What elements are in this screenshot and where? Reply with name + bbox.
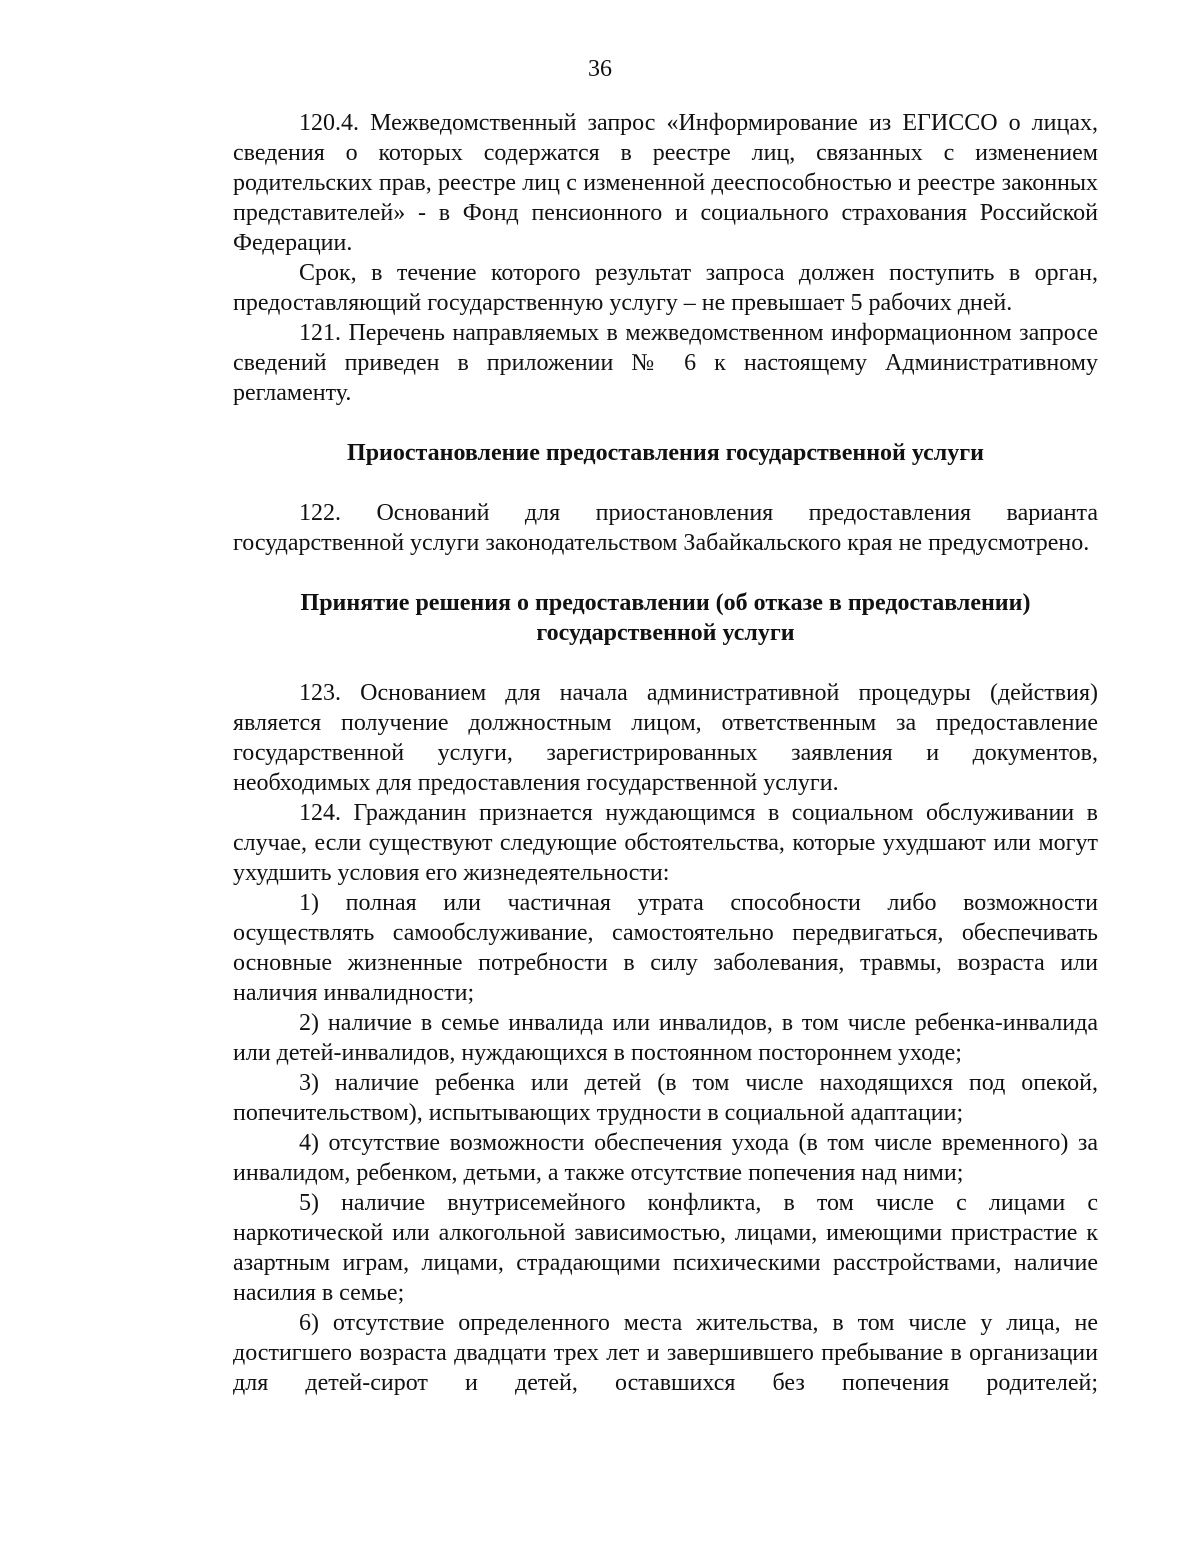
paragraph-124: 124. Гражданин признается нуждающимся в социальном обслуживании в случае, если существуют следующие обстоятельства, которые ухудшают или могут ухудшить условия его жизнедеятельности: [233,800,1098,886]
document-body [233,108,1098,1398]
page-number: 36 [588,56,612,82]
section-heading-decision: Принятие решения о предоставлении (об отказе в предоставлении) государственной услуги [300,590,1031,646]
paragraph-120-4: 120.4. Межведомственный запрос «Информирование из ЕГИССО о лицах, сведения о которых содержатся в реестре лиц, связанных с изменением родительских прав, реестре лиц с измененной дееспособностью и реестре законных представителей» - в Фонд пенсионного и социального страхования Российской Федерации. [233,110,1098,256]
spacer [233,408,1098,438]
spacer [233,648,1098,678]
paragraph-123: 123. Основанием для начала административной процедуры (действия) является получение должностным лицом, ответственным за предоставление государственной услуги, зарегистрированных заявления и документов, необходимых для предоставления государственной услуги. [233,680,1098,796]
paragraph-request-deadline: Срок, в течение которого результат запроса должен поступить в орган, предоставляющий государственную услугу – не превышает 5 рабочих дней. [233,260,1098,316]
spacer [233,558,1098,588]
list-item-2: 2) наличие в семье инвалида или инвалидов, в том числе ребенка-инвалида или детей-инвалидов, нуждающихся в постоянном постороннем уходе; [233,1010,1098,1066]
list-item-4: 4) отсутствие возможности обеспечения ухода (в том числе временного) за инвалидом, ребенком, детьми, а также отсутствие попечения над ними; [233,1130,1098,1186]
paragraph-122: 122. Оснований для приостановления предоставления варианта государственной услуги законодательством Забайкальского края не предусмотрено. [233,500,1098,556]
list-item-1: 1) полная или частичная утрата способности либо возможности осуществлять самообслуживание, самостоятельно передвигаться, обеспечивать основные жизненные потребности в силу заболевания, травмы, возраста или наличия инвалидности; [233,890,1098,1006]
list-item-5: 5) наличие внутрисемейного конфликта, в том числе с лицами с наркотической или алкогольной зависимостью, лицами, имеющими пристрастие к азартным играм, лицами, страдающими психическими расстройствами, наличие насилия в семье; [233,1190,1098,1306]
list-item-3: 3) наличие ребенка или детей (в том числе находящихся под опекой, попечительством), испытывающих трудности в социальной адаптации; [233,1070,1098,1126]
list-item-6: 6) отсутствие определенного места жительства, в том числе у лица, не достигшего возраста двадцати трех лет и завершившего пребывание в организации для детей-сирот и детей, оставшихся без попечения родителей; [233,1310,1098,1396]
section-heading-suspension: Приостановление предоставления государственной услуги [347,440,984,466]
spacer [233,468,1098,498]
paragraph-121: 121. Перечень направляемых в межведомственном информационном запросе сведений приведен в приложении № 6 к настоящему Административному регламенту. [233,320,1098,406]
